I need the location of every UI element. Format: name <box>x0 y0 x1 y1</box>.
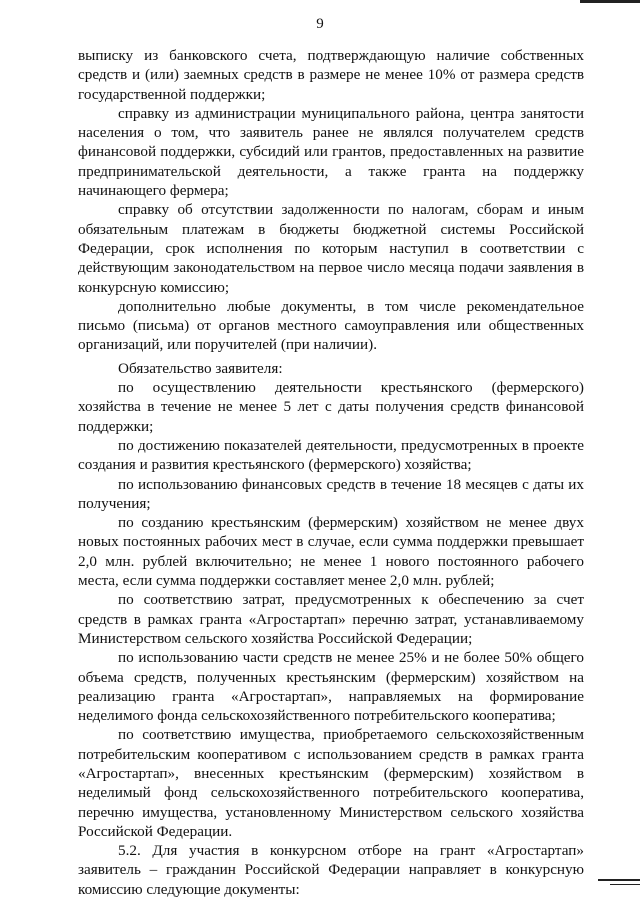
paragraph-obligation-cooperative-fund: по использованию части средств не менее 25% и не более 50% общего объема средств, полученных крестьянским (фермерским) хозяйством на реализацию гранта «Агростартап», направляемых на формирование неделимого фонда сельскохозяйственного потребительского кооператива; <box>78 649 584 725</box>
paragraph-obligation-activity: по осуществлению деятельности крестьянского (фермерского) хозяйства в течение не менее 5 лет с даты получения средств финансовой поддержки; <box>78 379 584 435</box>
paragraph-tax-certificate: справку об отсутствии задолженности по налогам, сборам и иным обязательным платежам в бюджеты бюджетной системы Российской Федерации, срок исполнения по которым наступил в соответствии с действующим законодательством на первое число месяца подачи заявления в конкурсную комиссию; <box>78 201 584 296</box>
paragraph-additional-documents: дополнительно любые документы, в том числе рекомендательное письмо (письма) от органов местного самоуправления или общественных организаций, или поручителей (при наличии). <box>78 297 584 354</box>
scan-edge-mark <box>580 0 640 3</box>
paragraph-bank-statement: выписку из банковского счета, подтверждающую наличие собственных средств и (или) заемных средств в размере не менее 10% от размера средств государственной поддержки; <box>78 47 584 103</box>
page-number: 9 <box>316 16 324 32</box>
paragraph-administration-certificate: справку из администрации муниципального района, центра занятости населения о том, что заявитель ранее не являлся получателем средств финансовой поддержки, субсидий или грантов, предоставленных на развитие предпринимательской деятельности, а также гранта на поддержку начинающего фермера; <box>78 104 584 200</box>
paragraph-section-5-2: 5.2. Для участия в конкурсном отборе на грант «Агростартап» заявитель – гражданин Российской Федерации направляет в конкурсную комиссию следующие документы: <box>78 842 584 898</box>
paragraph-obligation-costs: по соответствию затрат, предусмотренных к обеспечению за счет средств в рамках гранта «Агростартап» перечню затрат, устанавливаемому Министерством сельского хозяйства Российской Федерации; <box>78 591 584 647</box>
document-body <box>78 46 584 899</box>
paragraph-obligation-jobs: по созданию крестьянским (фермерским) хозяйством не менее двух новых постоянных рабочих мест в случае, если сумма поддержки превышает 2,0 млн. рублей включительно; не менее 1 нового постоянного рабочего места, если сумма поддержки составляет менее 2,0 млн. рублей; <box>78 514 584 590</box>
paragraph-obligation-property: по соответствию имущества, приобретаемого сельскохозяйственным потребительским кооперативом с использованием средств в рамках гранта «Агростартап», внесенных крестьянским (фермерским) хозяйством в неделимый фонд сельскохозяйственного потребительского кооператива, перечню имущества, установленному Министерством сельского хозяйства Российской Федерации. <box>78 726 584 840</box>
paragraph-obligation-heading: Обязательство заявителя: <box>118 359 283 377</box>
scan-edge-mark <box>598 879 640 881</box>
scan-edge-mark <box>610 884 640 885</box>
paragraph-obligation-indicators: по достижению показателей деятельности, предусмотренных в проекте создания и развития крестьянского (фермерского) хозяйства; <box>78 436 584 474</box>
paragraph-obligation-funds-usage: по использованию финансовых средств в течение 18 месяцев с даты их получения; <box>78 475 584 512</box>
